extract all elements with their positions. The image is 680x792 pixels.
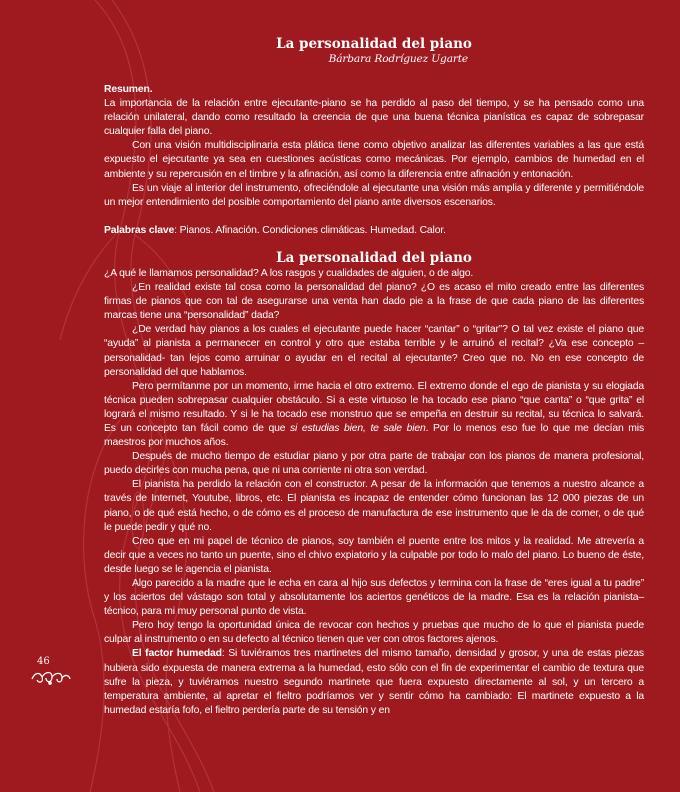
body-paragraph-2: ¿En realidad existe tal cosa como la personalidad del piano? ¿O es acaso el mito creado entre las diferentes firmas de pianos que con tal de asegurarse una venta han dado pie a la frase de que cada piano de las diferentes marcas tiene una “personalidad” dada? <box>104 282 644 322</box>
body-paragraph-10 <box>104 647 644 717</box>
body-paragraph-10-text: : Si tuviéramos tres martinetes del mismo tamaño, densidad y grosor, y una de estas piezas hubiera sido expuesta de manera extrema a la humedad, esto sólo con el fin de experimentar el cambio de textura que sufre la pieza, y tuviéramos nuestro segundo martinete que fuera expuesto directamente al sol, y un tercero a temperatura ambiente, al apretar el fieltro podríamos ver y sentir cómo ha cambiado: El martinete expuesto a la humedad estaría fofo, el fieltro perdería parte de su tensión y en <box>104 648 644 716</box>
flourish-ornament-icon <box>30 669 72 687</box>
body-paragraph-7: Creo que en mi papel de técnico de pianos, soy también el puente entre los mitos y la realidad. Me atrevería a decir que a veces no tanto un puente, sino el chivo expiatorio y la culpable por todo lo malo del piano. Lo bueno de éste, desde luego se le agencia el pianista. <box>104 535 644 575</box>
body-paragraph-6: El pianista ha perdido la relación con el constructor. A pesar de la información que tenemos a nuestro alcance a través de Internet, Youtube, libros, etc. El pianista es incapaz de entender cómo funcionan las 12 000 piezas de un piano, o de qué está hecho, o de cómo es el proceso de manufactura de ese instrumento que le da de comer, o de qué le puede pedir y qué no. <box>104 479 644 533</box>
body-paragraph-4-italic: si estudias bien, te sale bien <box>289 422 426 434</box>
section-body <box>104 267 644 718</box>
abstract-paragraph-3: Es un viaje al interior del instrumento, ofreciéndole al ejecutante una visión más amplia y diferente y permitiéndole un mejor entendimiento del posible comportamiento del piano ante diversos escenarios. <box>104 182 644 208</box>
keywords-text: : Pianos. Afinación. Condiciones climáticas. Humedad. Calor. <box>174 224 446 236</box>
article <box>104 36 644 718</box>
abstract-paragraph-2: Con una visión multidisciplinaria esta plática tiene como objetivo analizar las diferentes variables a las que está expuesto el ejecutante ya sea en cuestiones acústicas como mecánicas. Por ejemplo, cambios de humedad en el ambiente y su repercusión en el timbre y la afinación, así como la diferencia entre afinación y entonación. <box>104 140 644 180</box>
keywords <box>104 224 644 238</box>
keywords-label: Palabras clave <box>104 224 175 236</box>
body-paragraph-8: Algo parecido a la madre que le echa en cara al hijo sus defectos y termina con la frase de “eres igual a tu padre” y los aciertos del vástago son total y absolutamente los aciertos genéticos de la madre. Esa es la relación pianista–técnico, para mi muy personal punto de vista. <box>104 578 644 618</box>
body-paragraph-1: ¿A qué le llamamos personalidad? A los rasgos y cualidades de alguien, o de algo. <box>104 267 474 279</box>
subsection-heading-humedad: El factor humedad <box>132 648 222 660</box>
article-author: Bárbara Rodríguez Ugarte <box>328 53 468 65</box>
body-paragraph-4 <box>104 380 644 450</box>
body-paragraph-9: Pero hoy tengo la oportunidad única de revocar con hechos y pruebas que mucho de lo que el pianista puede culpar al instrumento o en su defecto al técnico tienen que ver con otros factores ajenos. <box>104 620 644 646</box>
body-paragraph-4-b: . Por lo menos eso fue lo que me decían mis maestros por muchos años. <box>104 422 645 449</box>
section-title: La personalidad del piano <box>276 249 472 266</box>
page-number: 46 <box>37 656 50 667</box>
article-title: La personalidad del piano <box>276 36 472 52</box>
body-paragraph-3: ¿De verdad hay pianos a los cuales el ejecutante puede hacer “cantar” o “gritar”? O tal vez existe el piano que “ayuda” al pianista a permanecer en control y otro que estaba terrible y le arruinó el recital? ¿Va ese concepto –personalidad- tan lejos como arruinar o ayudar en el recital al ejecutante? Creo que no. No en ese concepto de personalidad del que hablamos. <box>104 324 644 378</box>
abstract-label: Resumen. <box>104 84 153 95</box>
abstract-paragraph-1: La importancia de la relación entre ejecutante-piano se ha perdido al paso del tiempo, y se ha pensado como una relación unilateral, dando como resultado la creencia de que una buena técnica pianística es capaz de sobrepasar cualquier falla del piano. <box>104 98 644 138</box>
body-paragraph-5: Después de mucho tiempo de estudiar piano y por otra parte de trabajar con los pianos de manera profesional, puedo decirles con mucha pena, que ni una corriente ni otra son verdad. <box>104 451 644 477</box>
body-paragraph-4-a: Pero permítanme por un momento, irme hacia el otro extremo. El extremo donde el ego de pianista y su elogiada técnica pueden sobrepasar cualquier obstáculo. Si a este virtuoso le ha tocado ese piano “que canta” o “que grita” el logrará el mismo resultado. Y si le ha tocado ese monstruo que se empeña en destruir su recital, su técnica lo salvará. Es un concepto tan fácil como de que <box>104 380 644 434</box>
